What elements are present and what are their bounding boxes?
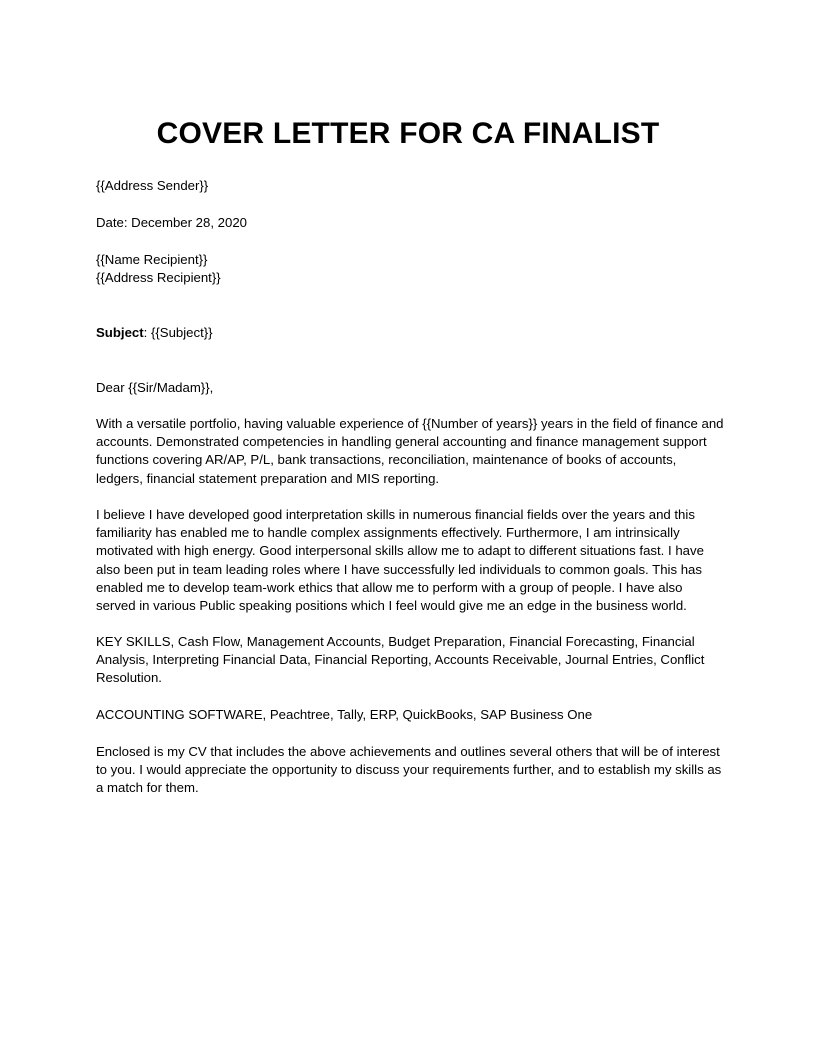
paragraph-experience: With a versatile portfolio, having valuable experience of {{Number of years}} years in the field of finance and accounts. Demonstrated competencies in handling general accounting and finance management support functions covering AR/AP, P/L, bank transactions, reconciliation, maintenance of books of accounts, ledgers, financial statement preparation and MIS reporting. xyxy=(96,416,724,486)
subject-label: Subject xyxy=(96,325,144,340)
page-title: COVER LETTER FOR CA FINALIST xyxy=(156,117,660,150)
subject-line xyxy=(96,324,213,342)
salutation: Dear {{Sir/Madam}}, xyxy=(96,380,214,395)
letter-date: Date: December 28, 2020 xyxy=(96,215,248,230)
paragraph-accounting-software: ACCOUNTING SOFTWARE, Peachtree, Tally, ERP, QuickBooks, SAP Business One xyxy=(96,707,593,722)
paragraph-key-skills: KEY SKILLS, Cash Flow, Management Accounts, Budget Preparation, Financial Forecasting, Financial Analysis, Interpreting Financial Data, Financial Reporting, Accounts Receivable, Journal Entries, Conflict Resolution. xyxy=(96,634,705,686)
paragraph-skills-summary: I believe I have developed good interpretation skills in numerous financial fields over the years and this familiarity has enabled me to handle complex assignments effectively. Furthermore, I am intrinsically motivated with high energy. Good interpersonal skills allow me to adapt to different situations fast. I have also been put in team leading roles where I have successfully led individuals to common goals. This has enabled me to develop team-work ethics that allow me to perform with a group of people. I have also served in various Public speaking positions which I feel would give me an edge in the business world. xyxy=(96,507,704,614)
address-sender: {{Address Sender}} xyxy=(96,178,209,193)
subject-value: : {{Subject}} xyxy=(143,325,213,340)
recipient-name: {{Name Recipient}} xyxy=(96,252,208,267)
recipient-address: {{Address Recipient}} xyxy=(96,270,221,285)
paragraph-closing: Enclosed is my CV that includes the above achievements and outlines several others that will be of interest to you. I would appreciate the opportunity to discuss your requirements further, and to establish my skills as a match for them. xyxy=(96,744,722,796)
